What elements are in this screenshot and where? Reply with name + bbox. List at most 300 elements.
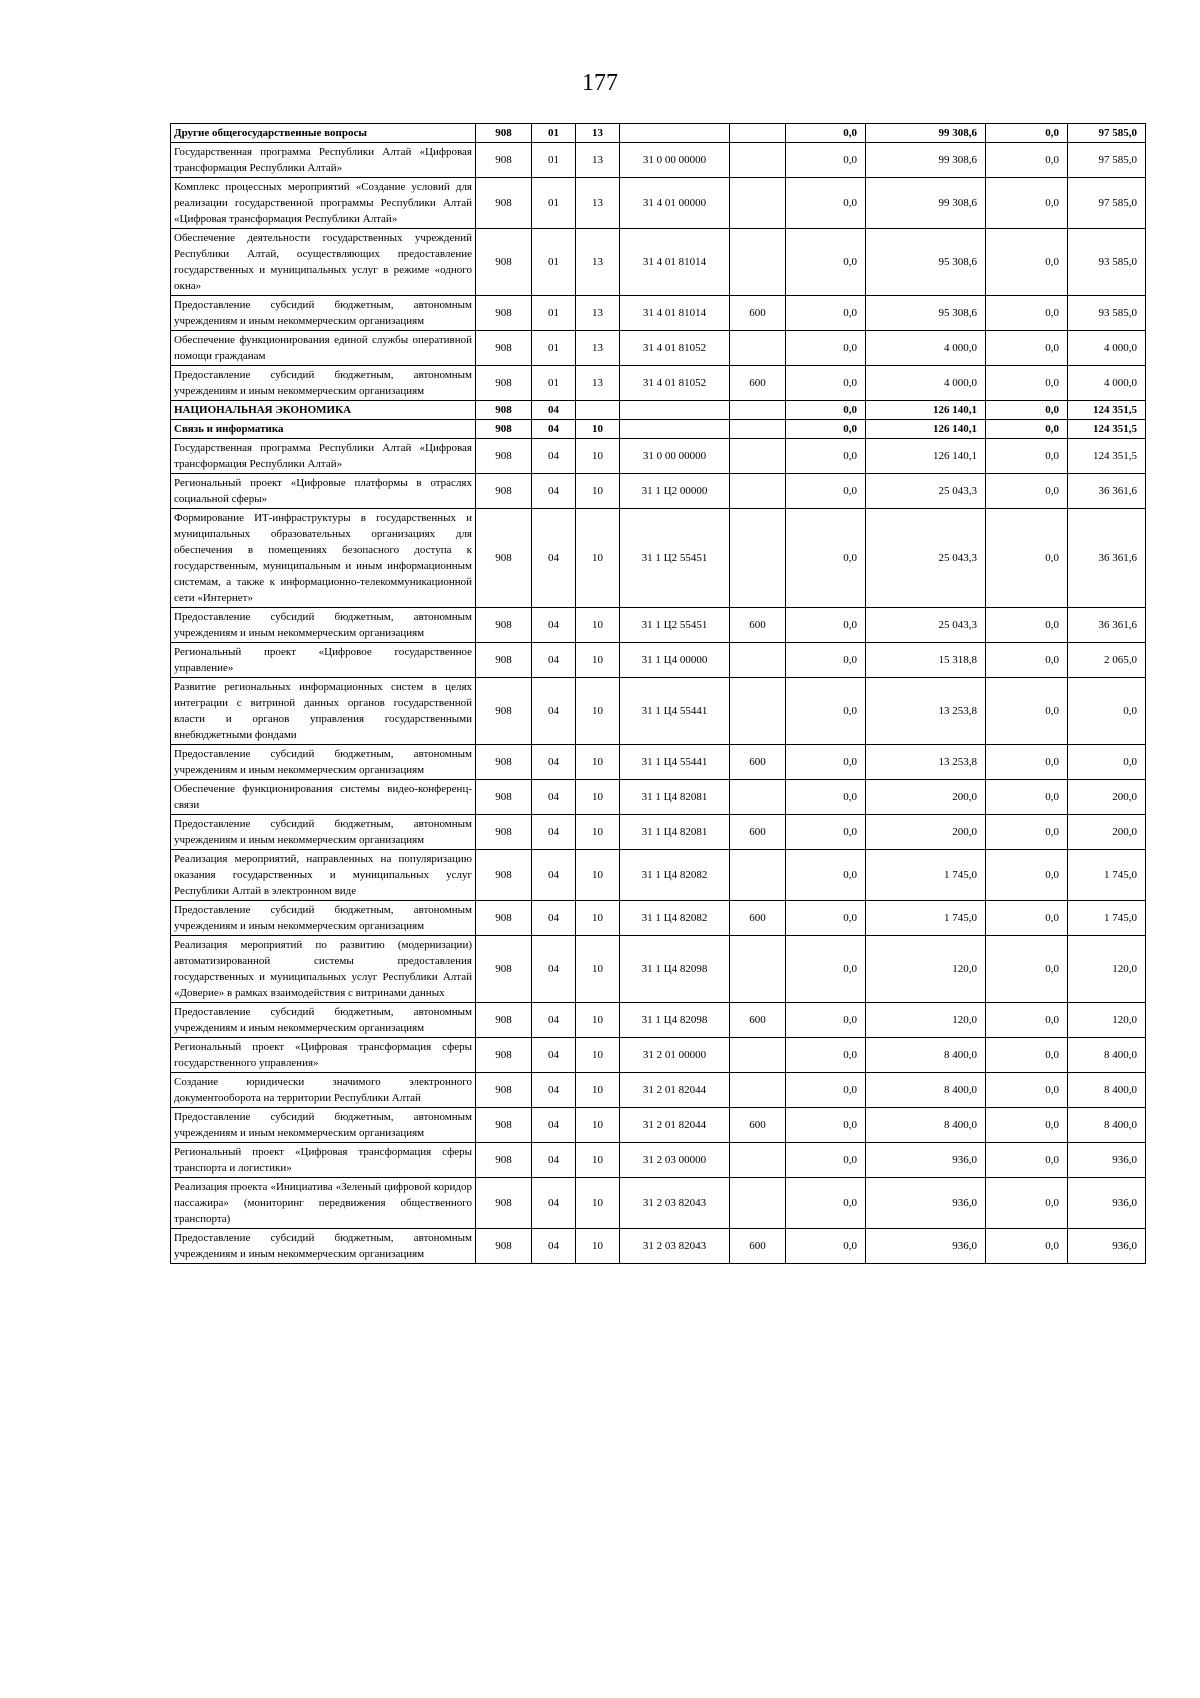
section-code: 01 xyxy=(532,178,576,229)
expense-type-code xyxy=(730,936,786,1003)
amount-1: 0,0 xyxy=(786,850,866,901)
table-row xyxy=(171,1038,1146,1073)
table-row xyxy=(171,143,1146,178)
section-code: 01 xyxy=(532,124,576,143)
ministry-code: 908 xyxy=(476,1143,532,1178)
amount-1: 0,0 xyxy=(786,331,866,366)
ministry-code: 908 xyxy=(476,1178,532,1229)
section-code: 04 xyxy=(532,1073,576,1108)
amount-3: 0,0 xyxy=(986,608,1068,643)
row-description: Предоставление субсидий бюджетным, автономным учреждениям и иным некоммерческим организациям xyxy=(171,1108,476,1143)
target-article-code: 31 0 00 00000 xyxy=(620,439,730,474)
subsection-code: 13 xyxy=(576,124,620,143)
section-code: 01 xyxy=(532,331,576,366)
expense-type-code: 600 xyxy=(730,366,786,401)
amount-3: 0,0 xyxy=(986,1229,1068,1264)
amount-2: 1 745,0 xyxy=(866,850,986,901)
row-description: Формирование ИТ-инфраструктуры в государственных и муниципальных образовательных организациях для обеспечения в помещениях безопасного доступа к государственным, муниципальным и иным информационным системам, а также к информационно-телекоммуникационной сети «Интернет» xyxy=(171,509,476,608)
amount-3: 0,0 xyxy=(986,296,1068,331)
row-description: Обеспечение функционирования системы видео-конференц-связи xyxy=(171,780,476,815)
ministry-code: 908 xyxy=(476,780,532,815)
subsection-code: 13 xyxy=(576,366,620,401)
ministry-code: 908 xyxy=(476,901,532,936)
expense-type-code xyxy=(730,643,786,678)
ministry-code: 908 xyxy=(476,643,532,678)
ministry-code: 908 xyxy=(476,439,532,474)
target-article-code: 31 2 03 82043 xyxy=(620,1229,730,1264)
amount-3: 0,0 xyxy=(986,901,1068,936)
row-description: Государственная программа Республики Алтай «Цифровая трансформация Республики Алтай» xyxy=(171,439,476,474)
amount-2: 25 043,3 xyxy=(866,474,986,509)
table-row xyxy=(171,936,1146,1003)
amount-3: 0,0 xyxy=(986,1003,1068,1038)
amount-3: 0,0 xyxy=(986,143,1068,178)
table-row xyxy=(171,1003,1146,1038)
amount-2: 15 318,8 xyxy=(866,643,986,678)
target-article-code: 31 4 01 81052 xyxy=(620,366,730,401)
amount-1: 0,0 xyxy=(786,1108,866,1143)
ministry-code: 908 xyxy=(476,401,532,420)
table-row xyxy=(171,1108,1146,1143)
amount-1: 0,0 xyxy=(786,366,866,401)
subsection-code: 10 xyxy=(576,1143,620,1178)
target-article-code: 31 2 01 82044 xyxy=(620,1108,730,1143)
row-description: Региональный проект «Цифровое государственное управление» xyxy=(171,643,476,678)
amount-4: 124 351,5 xyxy=(1068,401,1146,420)
budget-table xyxy=(170,123,1146,1264)
ministry-code: 908 xyxy=(476,420,532,439)
amount-3: 0,0 xyxy=(986,509,1068,608)
ministry-code: 908 xyxy=(476,229,532,296)
section-code: 04 xyxy=(532,1108,576,1143)
expense-type-code xyxy=(730,1073,786,1108)
table-row xyxy=(171,1143,1146,1178)
amount-2: 200,0 xyxy=(866,815,986,850)
amount-2: 936,0 xyxy=(866,1143,986,1178)
amount-2: 120,0 xyxy=(866,1003,986,1038)
row-description: Обеспечение деятельности государственных учреждений Республики Алтай, осуществляющих предоставление государственных и муниципальных услуг в режиме «одного окна» xyxy=(171,229,476,296)
expense-type-code xyxy=(730,678,786,745)
amount-4: 4 000,0 xyxy=(1068,366,1146,401)
table-row xyxy=(171,780,1146,815)
subsection-code: 10 xyxy=(576,1073,620,1108)
amount-2: 99 308,6 xyxy=(866,124,986,143)
row-description: Комплекс процессных мероприятий «Создание условий для реализации государственной программы Республики Алтай «Цифровая трансформация Республики Алтай» xyxy=(171,178,476,229)
amount-1: 0,0 xyxy=(786,1073,866,1108)
amount-4: 936,0 xyxy=(1068,1229,1146,1264)
target-article-code: 31 2 03 00000 xyxy=(620,1143,730,1178)
target-article-code: 31 4 01 00000 xyxy=(620,178,730,229)
ministry-code: 908 xyxy=(476,936,532,1003)
amount-2: 126 140,1 xyxy=(866,401,986,420)
amount-3: 0,0 xyxy=(986,1073,1068,1108)
expense-type-code xyxy=(730,178,786,229)
target-article-code: 31 1 Ц2 55451 xyxy=(620,509,730,608)
amount-4: 0,0 xyxy=(1068,678,1146,745)
table-row xyxy=(171,1178,1146,1229)
amount-1: 0,0 xyxy=(786,1038,866,1073)
amount-2: 99 308,6 xyxy=(866,143,986,178)
amount-4: 1 745,0 xyxy=(1068,850,1146,901)
target-article-code: 31 1 Ц4 82098 xyxy=(620,1003,730,1038)
ministry-code: 908 xyxy=(476,815,532,850)
expense-type-code xyxy=(730,143,786,178)
section-code: 04 xyxy=(532,1038,576,1073)
section-code: 01 xyxy=(532,229,576,296)
target-article-code: 31 2 01 00000 xyxy=(620,1038,730,1073)
amount-4: 97 585,0 xyxy=(1068,124,1146,143)
amount-4: 36 361,6 xyxy=(1068,509,1146,608)
section-code: 01 xyxy=(532,366,576,401)
expense-type-code xyxy=(730,124,786,143)
ministry-code: 908 xyxy=(476,745,532,780)
table-row xyxy=(171,439,1146,474)
amount-3: 0,0 xyxy=(986,1178,1068,1229)
amount-2: 95 308,6 xyxy=(866,296,986,331)
section-code: 04 xyxy=(532,509,576,608)
target-article-code xyxy=(620,124,730,143)
section-code: 04 xyxy=(532,1178,576,1229)
expense-type-code xyxy=(730,1178,786,1229)
section-code: 04 xyxy=(532,745,576,780)
subsection-code: 13 xyxy=(576,229,620,296)
amount-4: 124 351,5 xyxy=(1068,420,1146,439)
amount-4: 97 585,0 xyxy=(1068,178,1146,229)
row-description: Предоставление субсидий бюджетным, автономным учреждениям и иным некоммерческим организациям xyxy=(171,1229,476,1264)
ministry-code: 908 xyxy=(476,178,532,229)
amount-2: 95 308,6 xyxy=(866,229,986,296)
amount-1: 0,0 xyxy=(786,901,866,936)
amount-4: 124 351,5 xyxy=(1068,439,1146,474)
expense-type-code xyxy=(730,420,786,439)
row-description: Обеспечение функционирования единой службы оперативной помощи гражданам xyxy=(171,331,476,366)
amount-4: 97 585,0 xyxy=(1068,143,1146,178)
section-code: 04 xyxy=(532,643,576,678)
section-code: 04 xyxy=(532,439,576,474)
amount-4: 8 400,0 xyxy=(1068,1108,1146,1143)
amount-2: 126 140,1 xyxy=(866,420,986,439)
amount-1: 0,0 xyxy=(786,608,866,643)
ministry-code: 908 xyxy=(476,296,532,331)
target-article-code: 31 1 Ц4 82081 xyxy=(620,815,730,850)
page-number: 177 xyxy=(582,70,618,96)
amount-3: 0,0 xyxy=(986,936,1068,1003)
table-row xyxy=(171,815,1146,850)
subsection-code: 10 xyxy=(576,678,620,745)
amount-4: 120,0 xyxy=(1068,936,1146,1003)
amount-4: 1 745,0 xyxy=(1068,901,1146,936)
table-row xyxy=(171,643,1146,678)
section-code: 04 xyxy=(532,850,576,901)
expense-type-code: 600 xyxy=(730,815,786,850)
row-description: Предоставление субсидий бюджетным, автономным учреждениям и иным некоммерческим организациям xyxy=(171,296,476,331)
subsection-code: 10 xyxy=(576,1229,620,1264)
table-row xyxy=(171,678,1146,745)
expense-type-code xyxy=(730,1143,786,1178)
section-code: 04 xyxy=(532,1143,576,1178)
ministry-code: 908 xyxy=(476,331,532,366)
table-row xyxy=(171,124,1146,143)
amount-3: 0,0 xyxy=(986,1143,1068,1178)
row-description: Реализация проекта «Инициатива «Зеленый цифровой коридор пассажира» (мониторинг передвижения общественного транспорта) xyxy=(171,1178,476,1229)
target-article-code: 31 2 01 82044 xyxy=(620,1073,730,1108)
section-code: 04 xyxy=(532,678,576,745)
expense-type-code: 600 xyxy=(730,901,786,936)
amount-2: 4 000,0 xyxy=(866,366,986,401)
subsection-code: 10 xyxy=(576,1178,620,1229)
amount-2: 126 140,1 xyxy=(866,439,986,474)
row-description: Региональный проект «Цифровая трансформация сферы государственного управления» xyxy=(171,1038,476,1073)
subsection-code: 10 xyxy=(576,745,620,780)
row-description: Связь и информатика xyxy=(171,420,476,439)
amount-2: 13 253,8 xyxy=(866,745,986,780)
amount-1: 0,0 xyxy=(786,815,866,850)
amount-2: 8 400,0 xyxy=(866,1073,986,1108)
amount-1: 0,0 xyxy=(786,1229,866,1264)
section-code: 04 xyxy=(532,936,576,1003)
table-row xyxy=(171,745,1146,780)
expense-type-code: 600 xyxy=(730,608,786,643)
ministry-code: 908 xyxy=(476,366,532,401)
amount-4: 120,0 xyxy=(1068,1003,1146,1038)
amount-3: 0,0 xyxy=(986,850,1068,901)
subsection-code: 10 xyxy=(576,643,620,678)
subsection-code: 13 xyxy=(576,143,620,178)
expense-type-code: 600 xyxy=(730,1003,786,1038)
expense-type-code xyxy=(730,331,786,366)
amount-3: 0,0 xyxy=(986,439,1068,474)
amount-2: 936,0 xyxy=(866,1229,986,1264)
section-code: 04 xyxy=(532,901,576,936)
expense-type-code xyxy=(730,401,786,420)
amount-3: 0,0 xyxy=(986,1108,1068,1143)
subsection-code: 10 xyxy=(576,936,620,1003)
row-description: Предоставление субсидий бюджетным, автономным учреждениям и иным некоммерческим организациям xyxy=(171,366,476,401)
row-description: Другие общегосударственные вопросы xyxy=(171,124,476,143)
subsection-code: 13 xyxy=(576,331,620,366)
expense-type-code xyxy=(730,509,786,608)
amount-1: 0,0 xyxy=(786,643,866,678)
target-article-code: 31 1 Ц4 55441 xyxy=(620,678,730,745)
subsection-code: 10 xyxy=(576,850,620,901)
expense-type-code: 600 xyxy=(730,1108,786,1143)
amount-3: 0,0 xyxy=(986,678,1068,745)
section-code: 01 xyxy=(532,143,576,178)
amount-2: 936,0 xyxy=(866,1178,986,1229)
subsection-code: 10 xyxy=(576,474,620,509)
amount-4: 936,0 xyxy=(1068,1178,1146,1229)
table-row xyxy=(171,296,1146,331)
ministry-code: 908 xyxy=(476,509,532,608)
amount-2: 8 400,0 xyxy=(866,1038,986,1073)
amount-3: 0,0 xyxy=(986,401,1068,420)
amount-1: 0,0 xyxy=(786,678,866,745)
amount-2: 4 000,0 xyxy=(866,331,986,366)
table-row xyxy=(171,850,1146,901)
section-code: 04 xyxy=(532,815,576,850)
amount-1: 0,0 xyxy=(786,474,866,509)
amount-4: 8 400,0 xyxy=(1068,1038,1146,1073)
row-description: Предоставление субсидий бюджетным, автономным учреждениям и иным некоммерческим организациям xyxy=(171,1003,476,1038)
ministry-code: 908 xyxy=(476,143,532,178)
table-row xyxy=(171,901,1146,936)
table-row xyxy=(171,331,1146,366)
amount-1: 0,0 xyxy=(786,124,866,143)
amount-4: 36 361,6 xyxy=(1068,474,1146,509)
subsection-code: 10 xyxy=(576,1038,620,1073)
target-article-code: 31 1 Ц4 82082 xyxy=(620,850,730,901)
amount-2: 200,0 xyxy=(866,780,986,815)
table-row xyxy=(171,420,1146,439)
subsection-code: 13 xyxy=(576,296,620,331)
target-article-code: 31 4 01 81014 xyxy=(620,296,730,331)
table-row xyxy=(171,401,1146,420)
target-article-code: 31 0 00 00000 xyxy=(620,143,730,178)
target-article-code: 31 1 Ц2 00000 xyxy=(620,474,730,509)
expense-type-code xyxy=(730,780,786,815)
row-description: Региональный проект «Цифровая трансформация сферы транспорта и логистики» xyxy=(171,1143,476,1178)
subsection-code: 10 xyxy=(576,901,620,936)
amount-3: 0,0 xyxy=(986,178,1068,229)
amount-1: 0,0 xyxy=(786,1003,866,1038)
target-article-code: 31 1 Ц4 00000 xyxy=(620,643,730,678)
table-row xyxy=(171,509,1146,608)
amount-1: 0,0 xyxy=(786,296,866,331)
amount-4: 0,0 xyxy=(1068,745,1146,780)
table-row xyxy=(171,608,1146,643)
amount-1: 0,0 xyxy=(786,780,866,815)
amount-2: 99 308,6 xyxy=(866,178,986,229)
row-description: Развитие региональных информационных систем в целях интеграции с витриной данных органов государственной власти и органов управления государственными внебюджетными фондами xyxy=(171,678,476,745)
target-article-code: 31 4 01 81052 xyxy=(620,331,730,366)
row-description: Государственная программа Республики Алтай «Цифровая трансформация Республики Алтай» xyxy=(171,143,476,178)
amount-2: 13 253,8 xyxy=(866,678,986,745)
row-description: Предоставление субсидий бюджетным, автономным учреждениям и иным некоммерческим организациям xyxy=(171,608,476,643)
row-description: Предоставление субсидий бюджетным, автономным учреждениям и иным некоммерческим организациям xyxy=(171,815,476,850)
table-row xyxy=(171,366,1146,401)
section-code: 04 xyxy=(532,608,576,643)
amount-3: 0,0 xyxy=(986,331,1068,366)
amount-3: 0,0 xyxy=(986,780,1068,815)
amount-2: 25 043,3 xyxy=(866,509,986,608)
amount-2: 25 043,3 xyxy=(866,608,986,643)
target-article-code: 31 1 Ц4 55441 xyxy=(620,745,730,780)
table-row xyxy=(171,229,1146,296)
amount-4: 936,0 xyxy=(1068,1143,1146,1178)
subsection-code: 10 xyxy=(576,420,620,439)
ministry-code: 908 xyxy=(476,1073,532,1108)
ministry-code: 908 xyxy=(476,678,532,745)
ministry-code: 908 xyxy=(476,850,532,901)
amount-3: 0,0 xyxy=(986,815,1068,850)
amount-3: 0,0 xyxy=(986,229,1068,296)
ministry-code: 908 xyxy=(476,1108,532,1143)
amount-1: 0,0 xyxy=(786,1178,866,1229)
amount-4: 200,0 xyxy=(1068,780,1146,815)
amount-3: 0,0 xyxy=(986,643,1068,678)
target-article-code: 31 1 Ц4 82081 xyxy=(620,780,730,815)
section-code: 04 xyxy=(532,420,576,439)
target-article-code xyxy=(620,401,730,420)
ministry-code: 908 xyxy=(476,124,532,143)
amount-4: 93 585,0 xyxy=(1068,229,1146,296)
amount-1: 0,0 xyxy=(786,401,866,420)
expense-type-code xyxy=(730,850,786,901)
ministry-code: 908 xyxy=(476,608,532,643)
target-article-code: 31 4 01 81014 xyxy=(620,229,730,296)
subsection-code: 10 xyxy=(576,815,620,850)
row-description: Предоставление субсидий бюджетным, автономным учреждениям и иным некоммерческим организациям xyxy=(171,901,476,936)
target-article-code: 31 1 Ц2 55451 xyxy=(620,608,730,643)
ministry-code: 908 xyxy=(476,474,532,509)
section-code: 01 xyxy=(532,296,576,331)
amount-1: 0,0 xyxy=(786,143,866,178)
expense-type-code: 600 xyxy=(730,745,786,780)
subsection-code: 13 xyxy=(576,178,620,229)
amount-4: 36 361,6 xyxy=(1068,608,1146,643)
amount-4: 8 400,0 xyxy=(1068,1073,1146,1108)
amount-1: 0,0 xyxy=(786,509,866,608)
amount-2: 1 745,0 xyxy=(866,901,986,936)
section-code: 04 xyxy=(532,401,576,420)
ministry-code: 908 xyxy=(476,1003,532,1038)
amount-2: 120,0 xyxy=(866,936,986,1003)
expense-type-code: 600 xyxy=(730,296,786,331)
subsection-code: 10 xyxy=(576,1003,620,1038)
amount-4: 2 065,0 xyxy=(1068,643,1146,678)
section-code: 04 xyxy=(532,1229,576,1264)
expense-type-code xyxy=(730,474,786,509)
section-code: 04 xyxy=(532,1003,576,1038)
amount-3: 0,0 xyxy=(986,124,1068,143)
target-article-code: 31 1 Ц4 82098 xyxy=(620,936,730,1003)
amount-1: 0,0 xyxy=(786,420,866,439)
amount-1: 0,0 xyxy=(786,439,866,474)
amount-3: 0,0 xyxy=(986,420,1068,439)
amount-1: 0,0 xyxy=(786,745,866,780)
amount-3: 0,0 xyxy=(986,1038,1068,1073)
expense-type-code xyxy=(730,1038,786,1073)
expense-type-code xyxy=(730,229,786,296)
amount-3: 0,0 xyxy=(986,474,1068,509)
amount-3: 0,0 xyxy=(986,366,1068,401)
table-row xyxy=(171,178,1146,229)
amount-2: 8 400,0 xyxy=(866,1108,986,1143)
amount-4: 4 000,0 xyxy=(1068,331,1146,366)
target-article-code: 31 1 Ц4 82082 xyxy=(620,901,730,936)
subsection-code: 10 xyxy=(576,439,620,474)
ministry-code: 908 xyxy=(476,1229,532,1264)
amount-4: 200,0 xyxy=(1068,815,1146,850)
subsection-code: 10 xyxy=(576,608,620,643)
amount-1: 0,0 xyxy=(786,178,866,229)
subsection-code xyxy=(576,401,620,420)
amount-1: 0,0 xyxy=(786,229,866,296)
row-description: Реализация мероприятий по развитию (модернизации) автоматизированной системы предоставления государственных и муниципальных услуг Республики Алтай «Доверие» в рамках взаимодействия с витринами данных xyxy=(171,936,476,1003)
subsection-code: 10 xyxy=(576,509,620,608)
target-article-code: 31 2 03 82043 xyxy=(620,1178,730,1229)
amount-1: 0,0 xyxy=(786,1143,866,1178)
target-article-code xyxy=(620,420,730,439)
row-description: Региональный проект «Цифровые платформы в отраслях социальной сферы» xyxy=(171,474,476,509)
amount-4: 93 585,0 xyxy=(1068,296,1146,331)
expense-type-code: 600 xyxy=(730,1229,786,1264)
expense-type-code xyxy=(730,439,786,474)
section-code: 04 xyxy=(532,780,576,815)
amount-1: 0,0 xyxy=(786,936,866,1003)
row-description: НАЦИОНАЛЬНАЯ ЭКОНОМИКА xyxy=(171,401,476,420)
subsection-code: 10 xyxy=(576,780,620,815)
